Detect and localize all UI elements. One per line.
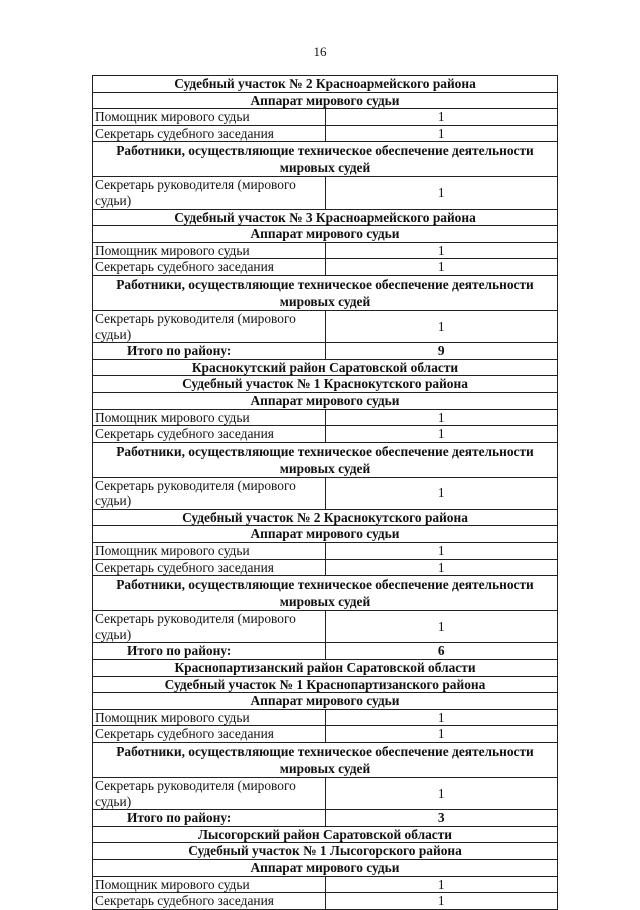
position-count: 1 bbox=[325, 559, 558, 576]
section-heading: Аппарат мирового судьи bbox=[93, 859, 558, 876]
total-count: 3 bbox=[325, 810, 558, 827]
section-heading-row bbox=[93, 693, 558, 710]
position-count: 1 bbox=[325, 409, 558, 426]
position-row bbox=[93, 409, 558, 426]
page-number: 16 bbox=[313, 44, 327, 59]
position-row bbox=[93, 125, 558, 142]
position-title: Секретарь судебного заседания bbox=[93, 259, 326, 276]
section-heading-row bbox=[93, 576, 558, 611]
section-heading-row bbox=[93, 275, 558, 310]
position-row bbox=[93, 778, 558, 810]
position-count: 1 bbox=[325, 778, 558, 810]
position-count: 1 bbox=[325, 177, 558, 209]
total-count: 9 bbox=[325, 343, 558, 360]
staff-table bbox=[92, 75, 558, 910]
position-row bbox=[93, 876, 558, 893]
position-title: Помощник мирового судьи bbox=[93, 242, 326, 259]
position-count: 1 bbox=[325, 310, 558, 342]
position-count: 1 bbox=[325, 893, 558, 910]
position-title: Секретарь руководителя (мирового судьи) bbox=[93, 477, 326, 509]
section-heading: Судебный участок № 2 Краснокутского района bbox=[93, 509, 558, 526]
section-heading-row bbox=[93, 859, 558, 876]
section-heading: Аппарат мирового судьи bbox=[93, 693, 558, 710]
total-count: 6 bbox=[325, 643, 558, 660]
total-label: Итого по району: bbox=[93, 343, 326, 360]
section-heading: Судебный участок № 1 Краснокутского района bbox=[93, 376, 558, 393]
district-total-row bbox=[93, 810, 558, 827]
position-count: 1 bbox=[325, 477, 558, 509]
section-heading-row bbox=[93, 743, 558, 778]
section-heading: Краснокутский район Саратовской области bbox=[93, 359, 558, 376]
section-heading: Работники, осуществляющие техническое обеспечение деятельности мировых судей bbox=[93, 576, 558, 611]
section-heading-row bbox=[93, 142, 558, 177]
section-heading-row bbox=[93, 526, 558, 543]
position-row bbox=[93, 611, 558, 643]
section-heading-row bbox=[93, 226, 558, 243]
position-title: Помощник мирового судьи bbox=[93, 709, 326, 726]
section-heading: Судебный участок № 2 Красноармейского района bbox=[93, 76, 558, 93]
position-title: Секретарь судебного заседания bbox=[93, 726, 326, 743]
position-title: Секретарь судебного заседания bbox=[93, 125, 326, 142]
total-label: Итого по району: bbox=[93, 810, 326, 827]
position-row bbox=[93, 559, 558, 576]
position-title: Секретарь руководителя (мирового судьи) bbox=[93, 611, 326, 643]
position-title: Помощник мирового судьи bbox=[93, 543, 326, 560]
position-title: Помощник мирового судьи bbox=[93, 409, 326, 426]
position-row bbox=[93, 893, 558, 910]
section-heading: Аппарат мирового судьи bbox=[93, 226, 558, 243]
position-row bbox=[93, 177, 558, 209]
position-count: 1 bbox=[325, 125, 558, 142]
section-heading: Работники, осуществляющие техническое обеспечение деятельности мировых судей bbox=[93, 442, 558, 477]
section-heading: Аппарат мирового судьи bbox=[93, 92, 558, 109]
position-count: 1 bbox=[325, 709, 558, 726]
position-title: Помощник мирового судьи bbox=[93, 876, 326, 893]
section-heading: Судебный участок № 3 Красноармейского района bbox=[93, 209, 558, 226]
position-row bbox=[93, 259, 558, 276]
position-row bbox=[93, 477, 558, 509]
section-heading: Работники, осуществляющие техническое обеспечение деятельности мировых судей bbox=[93, 275, 558, 310]
section-heading-row bbox=[93, 442, 558, 477]
section-heading: Лысогорский район Саратовской области bbox=[93, 826, 558, 843]
position-count: 1 bbox=[325, 242, 558, 259]
position-count: 1 bbox=[325, 543, 558, 560]
position-count: 1 bbox=[325, 426, 558, 443]
total-label: Итого по району: bbox=[93, 643, 326, 660]
section-heading: Работники, осуществляющие техническое обеспечение деятельности мировых судей bbox=[93, 142, 558, 177]
section-heading: Работники, осуществляющие техническое обеспечение деятельности мировых судей bbox=[93, 743, 558, 778]
section-heading-row bbox=[93, 92, 558, 109]
section-heading-row bbox=[93, 660, 558, 677]
section-heading-row bbox=[93, 209, 558, 226]
position-title: Секретарь судебного заседания bbox=[93, 426, 326, 443]
section-heading-row bbox=[93, 843, 558, 860]
section-heading: Аппарат мирового судьи bbox=[93, 392, 558, 409]
section-heading-row bbox=[93, 509, 558, 526]
section-heading: Судебный участок № 1 Краснопартизанского района bbox=[93, 676, 558, 693]
position-count: 1 bbox=[325, 109, 558, 126]
position-row bbox=[93, 726, 558, 743]
section-heading: Судебный участок № 1 Лысогорского района bbox=[93, 843, 558, 860]
section-heading-row bbox=[93, 392, 558, 409]
position-count: 1 bbox=[325, 726, 558, 743]
section-heading: Аппарат мирового судьи bbox=[93, 526, 558, 543]
section-heading-row bbox=[93, 676, 558, 693]
position-title: Секретарь судебного заседания bbox=[93, 893, 326, 910]
section-heading-row bbox=[93, 359, 558, 376]
position-title: Помощник мирового судьи bbox=[93, 109, 326, 126]
position-title: Секретарь руководителя (мирового судьи) bbox=[93, 177, 326, 209]
section-heading: Краснопартизанский район Саратовской области bbox=[93, 660, 558, 677]
position-count: 1 bbox=[325, 876, 558, 893]
position-title: Секретарь руководителя (мирового судьи) bbox=[93, 778, 326, 810]
district-total-row bbox=[93, 643, 558, 660]
section-heading-row bbox=[93, 376, 558, 393]
position-title: Секретарь судебного заседания bbox=[93, 559, 326, 576]
position-count: 1 bbox=[325, 259, 558, 276]
section-heading-row bbox=[93, 826, 558, 843]
position-row bbox=[93, 242, 558, 259]
position-row bbox=[93, 543, 558, 560]
position-row bbox=[93, 109, 558, 126]
district-total-row bbox=[93, 343, 558, 360]
position-title: Секретарь руководителя (мирового судьи) bbox=[93, 310, 326, 342]
position-row bbox=[93, 709, 558, 726]
position-row bbox=[93, 310, 558, 342]
section-heading-row bbox=[93, 76, 558, 93]
position-count: 1 bbox=[325, 611, 558, 643]
staff-table-body bbox=[93, 76, 558, 910]
position-row bbox=[93, 426, 558, 443]
